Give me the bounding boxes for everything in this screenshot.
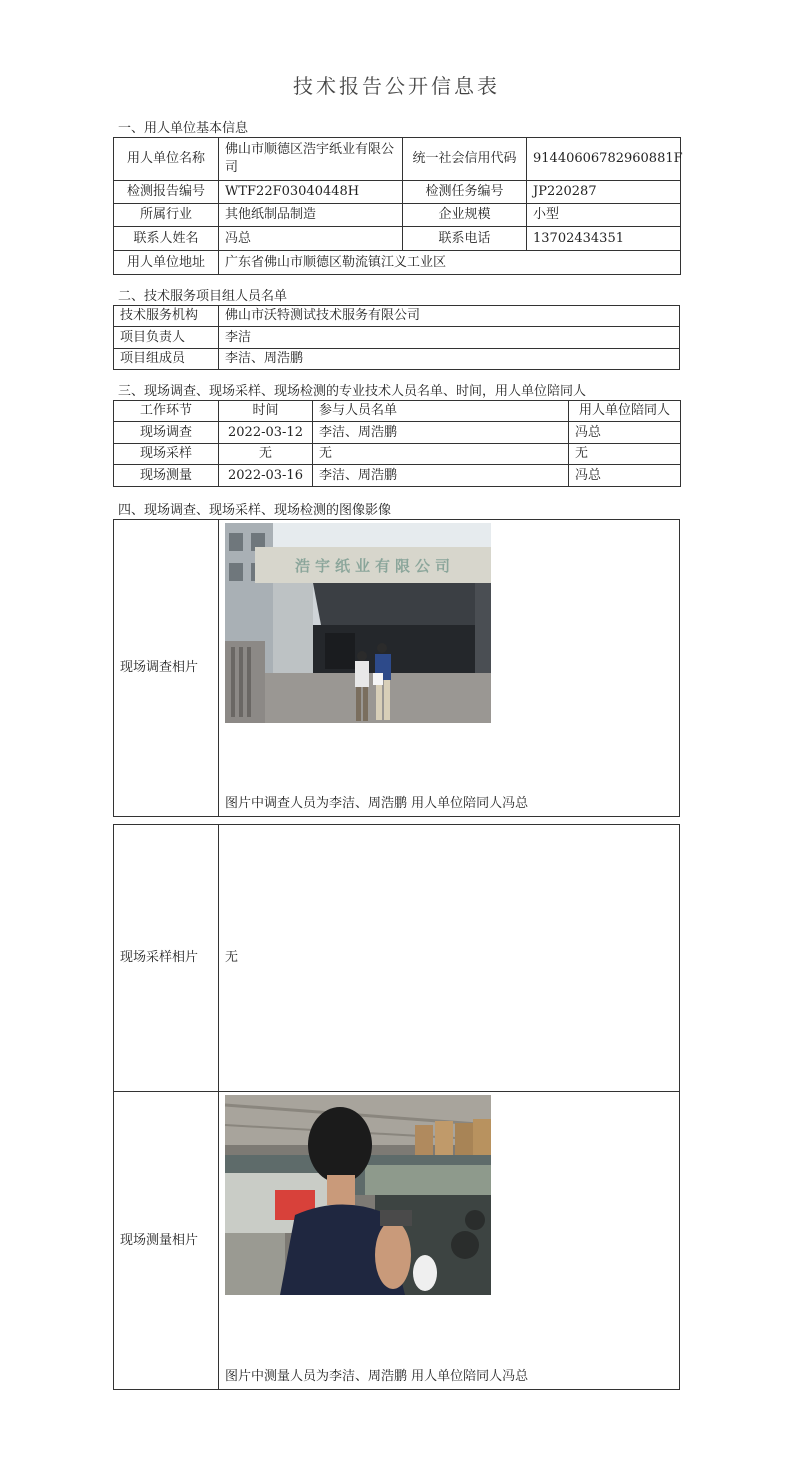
task-number-value: JP220287 bbox=[527, 181, 681, 204]
employer-name-label: 用人单位名称 bbox=[114, 138, 219, 181]
survey-photo-caption: 图片中调查人员为李洁、周浩鹏 用人单位陪同人冯总 bbox=[225, 796, 529, 811]
table-row bbox=[114, 327, 680, 349]
table-row bbox=[114, 520, 680, 817]
table-row bbox=[114, 204, 681, 227]
cell-time: 无 bbox=[219, 444, 313, 465]
cell-stage: 现场调查 bbox=[114, 422, 219, 444]
project-lead-label: 项目负责人 bbox=[114, 327, 219, 349]
measurement-photo-caption: 图片中测量人员为李洁、周浩鹏 用人单位陪同人冯总 bbox=[225, 1369, 529, 1384]
company-size-label: 企业规模 bbox=[403, 204, 527, 227]
table-row bbox=[114, 465, 681, 487]
survey-photo-label: 现场调查相片 bbox=[114, 520, 219, 817]
address-label: 用人单位地址 bbox=[114, 251, 219, 275]
task-number-label: 检测任务编号 bbox=[403, 181, 527, 204]
table-row bbox=[114, 306, 680, 327]
fieldwork-table bbox=[113, 400, 681, 487]
cell-escort: 冯总 bbox=[569, 465, 681, 487]
cell-stage: 现场测量 bbox=[114, 465, 219, 487]
table-row bbox=[114, 1092, 680, 1390]
project-lead-value: 李洁 bbox=[219, 327, 680, 349]
measurement-photo-label: 现场测量相片 bbox=[114, 1092, 219, 1390]
team-members-label: 项目组成员 bbox=[114, 349, 219, 370]
cell-participants: 李洁、周浩鹏 bbox=[313, 465, 569, 487]
table-row bbox=[114, 251, 681, 275]
sampling-photo-content: 无 bbox=[219, 825, 680, 1092]
industry-value: 其他纸制品制造 bbox=[219, 204, 403, 227]
report-number-value: WTF22F03040448H bbox=[219, 181, 403, 204]
cell-time: 2022-03-16 bbox=[219, 465, 313, 487]
cell-participants: 李洁、周浩鹏 bbox=[313, 422, 569, 444]
table-row bbox=[114, 825, 680, 1092]
section3-heading: 三、现场调查、现场采样、现场检测的专业技术人员名单、时间，用人单位陪同人 bbox=[118, 384, 587, 399]
survey-photo-table bbox=[113, 519, 680, 817]
survey-photo bbox=[225, 523, 491, 723]
sampling-measurement-table bbox=[113, 824, 680, 1390]
employer-name-value: 佛山市顺德区浩宇纸业有限公司 bbox=[219, 138, 403, 181]
table-row bbox=[114, 422, 681, 444]
team-table bbox=[113, 305, 680, 370]
section2-heading: 二、技术服务项目组人员名单 bbox=[118, 289, 288, 304]
company-size-value: 小型 bbox=[527, 204, 681, 227]
report-number-label: 检测报告编号 bbox=[114, 181, 219, 204]
table-row bbox=[114, 181, 681, 204]
header-stage: 工作环节 bbox=[114, 401, 219, 422]
service-org-label: 技术服务机构 bbox=[114, 306, 219, 327]
table-row bbox=[114, 349, 680, 370]
contact-phone-value: 13702434351 bbox=[527, 227, 681, 251]
table-row bbox=[114, 444, 681, 465]
contact-name-label: 联系人姓名 bbox=[114, 227, 219, 251]
table-header-row bbox=[114, 401, 681, 422]
cell-escort: 冯总 bbox=[569, 422, 681, 444]
service-org-value: 佛山市沃特测试技术服务有限公司 bbox=[219, 306, 680, 327]
header-participants: 参与人员名单 bbox=[313, 401, 569, 422]
section4-heading: 四、现场调查、现场采样、现场检测的图像影像 bbox=[118, 503, 392, 518]
cell-stage: 现场采样 bbox=[114, 444, 219, 465]
table-row bbox=[114, 227, 681, 251]
header-time: 时间 bbox=[219, 401, 313, 422]
contact-name-value: 冯总 bbox=[219, 227, 403, 251]
credit-code-label: 统一社会信用代码 bbox=[403, 138, 527, 181]
contact-phone-label: 联系电话 bbox=[403, 227, 527, 251]
header-escort: 用人单位陪同人 bbox=[569, 401, 681, 422]
section1-heading: 一、用人单位基本信息 bbox=[118, 121, 249, 136]
address-value: 广东省佛山市顺德区勒流镇江义工业区 bbox=[219, 251, 681, 275]
industry-label: 所属行业 bbox=[114, 204, 219, 227]
cell-time: 2022-03-12 bbox=[219, 422, 313, 444]
measurement-photo bbox=[225, 1095, 491, 1295]
team-members-value: 李洁、周浩鹏 bbox=[219, 349, 680, 370]
basic-info-table bbox=[113, 137, 681, 275]
sign-text: 浩宇纸业有限公司 bbox=[294, 557, 456, 575]
sampling-photo-label: 现场采样相片 bbox=[114, 825, 219, 1092]
credit-code-value: 91440606782960881F bbox=[527, 138, 681, 181]
page-title: 技术报告公开信息表 bbox=[293, 74, 500, 98]
cell-escort: 无 bbox=[569, 444, 681, 465]
table-row bbox=[114, 138, 681, 181]
cell-participants: 无 bbox=[313, 444, 569, 465]
